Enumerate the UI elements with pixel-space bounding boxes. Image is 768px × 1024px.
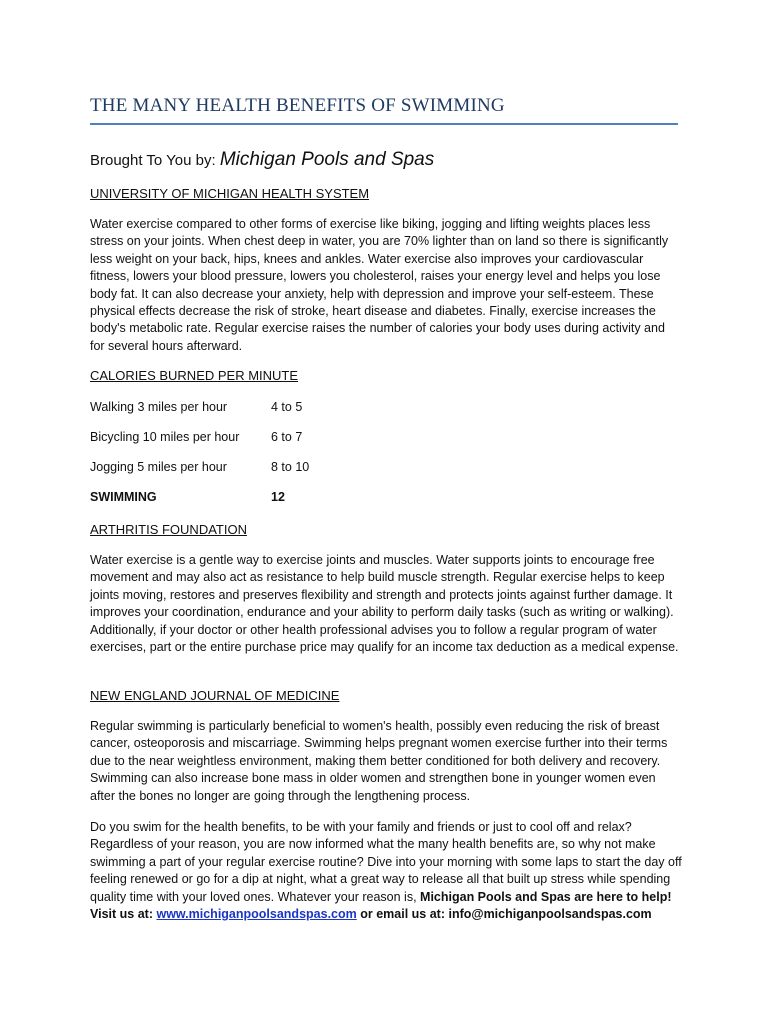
website-link[interactable]: www.michiganpoolsandspas.com [156,907,357,922]
paragraph-nejm: Regular swimming is particularly beneficial to women's health, possibly even reducing the risk of breast cancer, osteoporosis and miscarriage. Swimming helps pregnant women exercise further into their terms due to the near weightless environment, making them better conditioned for both delivery and recovery. Swimming can also increase bone mass in older women and strengthen bone in younger women even after the bones no longer are going through the lengthening process. [90,719,668,803]
heading-nejm: NEW ENGLAND JOURNAL OF MEDICINE [90,688,340,703]
calories-value: 6 to 7 [271,430,303,444]
calories-value: 12 [271,490,285,504]
brought-brand: Michigan Pools and Spas [219,149,435,170]
heading-um-health: UNIVERSITY OF MICHIGAN HEALTH SYSTEM [90,186,370,201]
brought-prefix: Brought To You by: [90,152,216,169]
calories-activity: Jogging 5 miles per hour [90,460,227,474]
email-prefix: or email us at: [360,907,445,922]
calories-value: 4 to 5 [271,400,303,414]
calories-activity: SWIMMING [90,490,157,504]
calories-activity: Walking 3 miles per hour [90,400,228,414]
paragraph-arthritis: Water exercise is a gentle way to exercise joints and muscles. Water supports joints to encourage free movement and may also act as resistance to help build muscle strength. Regular exercise helps to keep joints moving, restores and preserves flexibility and strength and protects joints against further damage. It improves your coordination, endurance and your ability to perform daily tasks (such as writing or walking). Additionally, if your doctor or other health professional advises you to follow a regular program of water exercises, part or the entire purchase price may qualify for an income tax deduction as a medical expense. [90,553,679,655]
closing-text: Do you swim for the health benefits, to be with your family and friends or just to cool off and relax? Regardless of your reason, you are now informed what the many health benefits are, so why not make swimming a part of your regular exercise routine? Dive into your morning with some laps to start the day off feeling renewed or go for a dip at night, what a great way to release all that built up stress while spending quality time with your loved ones. Whatever your reason is, [90,820,682,904]
heading-calories: CALORIES BURNED PER MINUTE [90,368,299,383]
closing-brand: Michigan Pools and Spas [420,889,571,904]
calories-activity: Bicycling 10 miles per hour [90,430,240,444]
email-address: info@michiganpoolsandspas.com [448,907,652,922]
heading-arthritis: ARTHRITIS FOUNDATION [90,522,247,537]
document-title: THE MANY HEALTH BENEFITS OF SWIMMING [90,95,678,125]
paragraph-closing [90,819,682,923]
closing-here-to-help: are here to help! Visit us at: [90,889,672,922]
paragraph-um-health: Water exercise compared to other forms of exercise like biking, jogging and lifting weights places less stress on your joints. When chest deep in water, you are 70% lighter than on land so there is significantly less weight on your back, hips, knees and ankles. Water exercise also improves your cardiovascular fitness, lowers your blood pressure, lowers you cholesterol, raises your energy level and helps you lose body fat. It can also decrease your anxiety, help with depression and improve your self-esteem. These physical effects decrease the risk of stroke, heart disease and diabetes. Finally, exercise increases the body's metabolic rate. Regular exercise raises the number of calories your body uses during activity and for several hours afterward. [90,217,669,353]
brought-to-you-by [90,149,434,171]
calories-value: 8 to 10 [271,460,310,474]
